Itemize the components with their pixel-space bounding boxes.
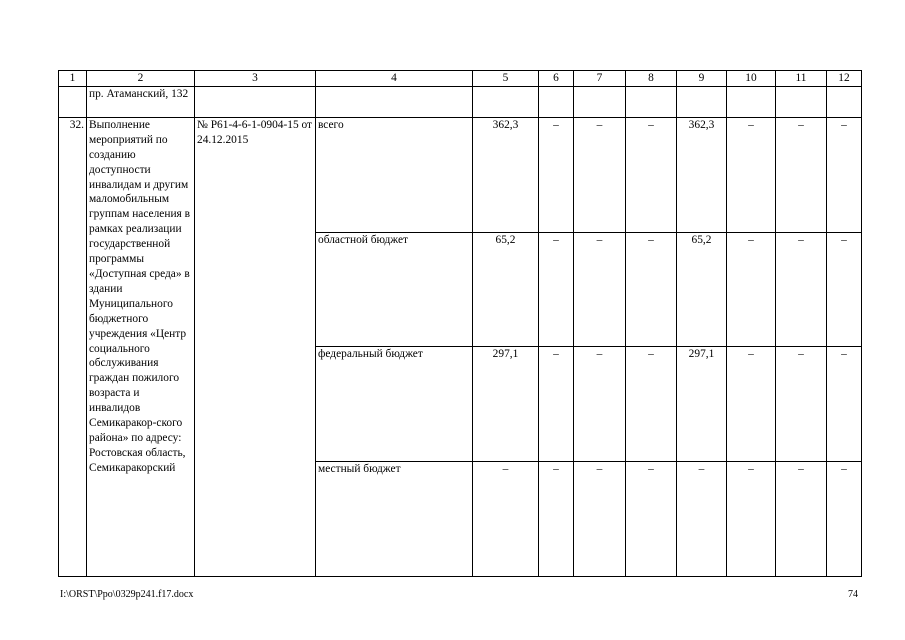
value-cell: – [626, 232, 677, 347]
page-number: 74 [848, 589, 858, 600]
col-header: 6 [539, 71, 574, 87]
value-cell: – [776, 462, 827, 577]
value-cell: 65,2 [473, 232, 539, 347]
value-cell: – [539, 117, 574, 232]
value-cell: – [776, 347, 827, 462]
value-cell: – [539, 232, 574, 347]
file-path: I:\ORST\Ppo\0329p241.f17.docx [60, 589, 194, 600]
funding-source: федеральный бюджет [316, 347, 473, 462]
column-number-row [59, 71, 862, 87]
value-cell: – [727, 117, 776, 232]
col-header: 8 [626, 71, 677, 87]
value-cell: – [539, 462, 574, 577]
value-cell: 65,2 [677, 232, 727, 347]
col-header: 11 [776, 71, 827, 87]
value-cell: – [776, 232, 827, 347]
funding-source: всего [316, 117, 473, 232]
col-header: 4 [316, 71, 473, 87]
col-header: 10 [727, 71, 776, 87]
col-header: 5 [473, 71, 539, 87]
value-cell: – [727, 232, 776, 347]
value-cell: – [727, 462, 776, 577]
value-cell: – [473, 462, 539, 577]
col-header: 1 [59, 71, 87, 87]
value-cell: – [776, 117, 827, 232]
entry-document: № Р61-4-6-1-0904-15 от 24.12.2015 [195, 117, 316, 576]
value-cell: – [827, 462, 862, 577]
entry-description: Выполнение мероприятий по созданию доступности инвалидам и другим маломобильным группам населения в рамках реализации государственной программы «Доступная среда» в здании Муниципального бюджетного учреждения «Центр социального обслуживания граждан пожилого возраста и инвалидов Семикаракор-ского района» по адресу: Ростовская область, Семикаракорский [87, 117, 195, 576]
value-cell: – [626, 462, 677, 577]
value-cell: – [539, 347, 574, 462]
funding-source: местный бюджет [316, 462, 473, 577]
value-cell: – [827, 347, 862, 462]
address-continuation: пр. Атаманский, 132 [87, 86, 195, 117]
value-cell: 297,1 [677, 347, 727, 462]
value-cell: 297,1 [473, 347, 539, 462]
value-cell: – [727, 347, 776, 462]
value-cell: – [574, 232, 626, 347]
value-cell: – [677, 462, 727, 577]
entry-number: 32. [59, 117, 87, 576]
col-header: 7 [574, 71, 626, 87]
value-cell: – [574, 462, 626, 577]
value-cell: 362,3 [677, 117, 727, 232]
value-cell: – [626, 117, 677, 232]
value-cell: – [574, 117, 626, 232]
table-row [59, 117, 862, 232]
col-header: 2 [87, 71, 195, 87]
value-cell: – [827, 117, 862, 232]
value-cell: – [827, 232, 862, 347]
value-cell: – [574, 347, 626, 462]
continuation-row [59, 86, 862, 117]
col-header: 9 [677, 71, 727, 87]
value-cell: – [626, 347, 677, 462]
col-header: 3 [195, 71, 316, 87]
col-header: 12 [827, 71, 862, 87]
budget-table [58, 70, 862, 577]
funding-source: областной бюджет [316, 232, 473, 347]
value-cell: 362,3 [473, 117, 539, 232]
